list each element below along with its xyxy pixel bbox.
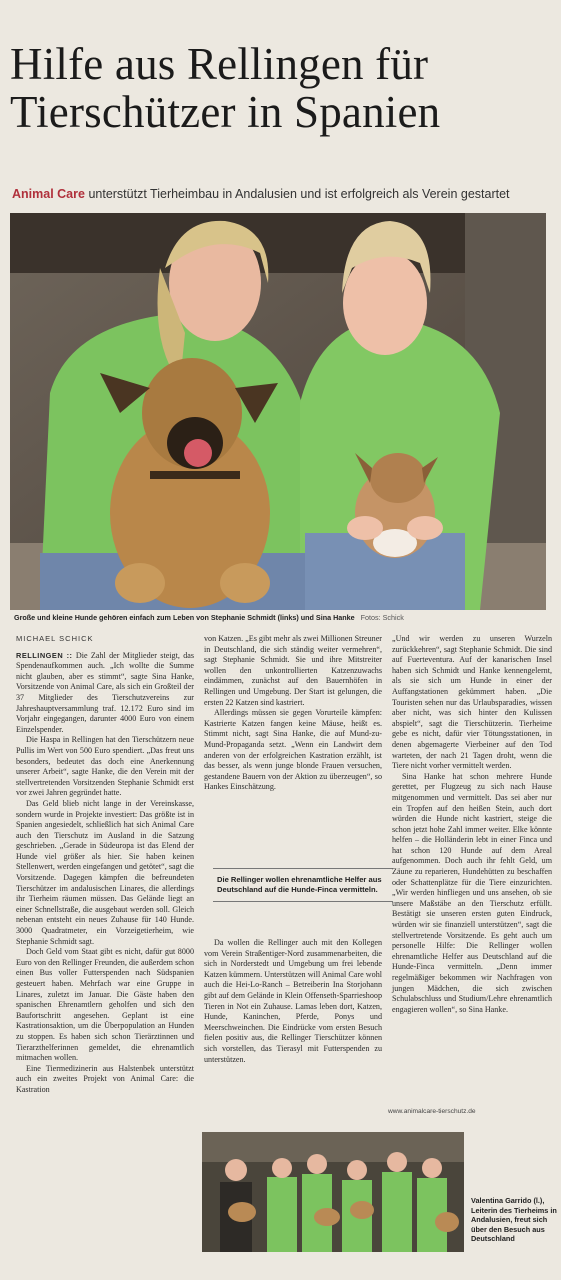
subheadline-brand: Animal Care (12, 187, 85, 201)
article-paragraph: von Katzen. „Es gibt mehr als zwei Millionen Streuner in Deutschland, die sich ständig weiter vermehren“, sagt Stephanie Schmidt. Sie und ihre Mitstreiter wollen den unkontrollierten Katzenzuwachs eindämmen, zunächst auf den Bauernhöfen in Rellingen und Umgebung. Der Start ist gelungen, die ersten 22 Katzen sind kastriert. (204, 634, 382, 707)
dateline-mark: :: (66, 650, 73, 660)
article-paragraph: Sina Hanke hat schon mehrere Hunde gerettet, per Flugzeug zu sich nach Hause mitgenommen und vermittelt. Das sei aber nur ein Tropfen auf den heißen Stein, auch dort würden die Hunde nicht kastriert, steige die schon jetzt hohe Zahl immer weiter. Elke könnte helfen – die Holländerin lebt in einer Finca und hat schon 120 Hunde auf dem Areal aufgenommen. Doch auch ihr fehlt Geld, um Zäune zu reparieren, Hundehütten zu beschaffen oder Schattenplätze für die Tiere einzurichten. „Wir werden hinfliegen und uns ansehen, ob sie unsere Maßstäbe an den Tierschutz erfüllt. Bestätigt sie unseren ersten guten Eindruck, würden wir sie finanziell unterstützen“, sagt die stellvertretende Vorsitzende. Es geht auch um personelle Hilfe: Die Rellinger wollen ehrenamtliche Helfer aus Deutschland auf die Hunde-Finca vermitteln. „Denn immer regelmäßiger bekommen wir Nachfragen von jungen Mädchen, die sich zwischen Schulabschluss und Studium/Lehre ehrenamtlich engagieren wollen“, so Sina Hanke. (392, 771, 552, 1014)
group-photo-caption: Valentina Garrido (l.), Leiterin des Tierheims in Andalusien, freut sich über den Besuch aus Deutschland (471, 1196, 557, 1243)
website-link[interactable]: www.animalcare-tierschutz.de (388, 1108, 476, 1115)
article-paragraph: Doch Geld vom Staat gibt es nicht, dafür gut 8000 Euro von den Rellinger Freunden, die außerdem schon einen Bus voller Futterspenden nach Südspanien gesteuert haben. Mehrfach war eine Gruppe in Linares, zuletzt im Januar. Die Gäste haben den spanischen Ehrenamtlern geholfen und sich den Baufortschritt angesehen. Geplant ist eine Kastrationsaktion, um die Überpopulation an Hunden zu stoppen. Es haben sich schon Tierärztinnen und Tierarzthelferinnen gemeldet, die ehrenamtlich mitmachen wollen. (16, 947, 194, 1063)
article-paragraph: Eine Tiermedizinerin aus Halstenbek unterstützt auch ein zweites Projekt von Animal Care: die Kastration (16, 1063, 194, 1094)
article-paragraph: Da wollen die Rellinger auch mit den Kollegen vom Verein Straßentiger-Nord zusammenarbeiten, die sich in Norderstedt und Umgebung um frei lebende Katzen kümmern. Unterstützen will Animal Care wohl auch die Hei-Lo-Ranch – Betreiberin Ina Storjohann gibt auf dem Gelände in Klein Offenseth-Sparrieshoop Tieren in Not ein Zuhause. Lamas leben dort, Katzen, Hunde, Kaninchen, Pferde, Ponys und Meerschweinchen. Die Eindrücke vom ersten Besuch fielen positiv aus, die Rellinger Tierschützer können sich vorstellen, das Tierasyl mit Futterspenden zu unterstützen. (204, 938, 382, 1064)
photo-caption (14, 613, 554, 622)
headline: Hilfe aus Rellingen für Tierschützer in Spanien (10, 39, 441, 137)
subheadline-text: unterstützt Tierheimbau in Andalusien und ist erfolgreich als Verein gestartet (88, 187, 510, 201)
article-paragraph (16, 651, 194, 736)
byline: MICHAEL SCHICK (16, 634, 94, 643)
article-column-2-top (204, 634, 382, 793)
article-column-1 (16, 634, 194, 1096)
subheadline (12, 187, 557, 202)
article-paragraph: Allerdings müssen sie gegen Vorurteile kämpfen: Kastrierte Katzen fangen keine Mäuse, heißt es. Stimmt nicht, sagt Sina Hanke, die auf Mund-zu-Mund-Propaganda setzt. „Wenn ein Landwirt dem anderen von der erfolgreichen Kastration erzählt, ist das besser, als wenn junge blonde Frauen versuchen, gestandene Bauern von der Aktion zu überzeugen“, so Hankes Einschätzung. (204, 708, 382, 792)
article-paragraph: Das Geld blieb nicht lange in der Vereinskasse, sondern wurde in Projekte investiert: Das größte ist in Spanien angesiedelt, schließlich hat sich Animal Care auch den Tierschutz im Ausland in die Satzung geschrieben. „Gerade in Südeuropa ist das Elend der Hunde viel größer als hier. Sie haben keinen Stellenwert, werden eingefangen und getötet“, sagt die Vorsitzende. Dagegen kämpfen die befreundeten Tierschützer im andalusischen Linares, die allerdings ihr Tierheim räumen müssen. Das Gelände liegt an einer Schnellstraße, die ausgebaut werden soll. Gleich nebenan entsteht ein neues Zuhause für 140 Hunde. 3000 Quadratmeter, ein Vorzeigetierheim, wie Stephanie Schmidt sagt. (16, 798, 194, 946)
main-photo-illustration (10, 213, 546, 610)
group-photo (202, 1132, 464, 1252)
article-paragraph: Die Haspa in Rellingen hat den Tierschützern neue Pullis im Wert von 500 Euro spendiert. „Das freut uns besonders, bedeutet das doch eine Anerkennung unserer Arbeit“, sagte Hanke, die den Verein mit der stellvertretenden Vorsitzenden Stephanie Schmidt erst vor zwei Jahren gegründet hatte. (16, 735, 194, 798)
group-photo-illustration (202, 1132, 464, 1252)
article-column-3 (392, 634, 552, 1015)
photo-caption-text: Große und kleine Hunde gehören einfach zum Leben von Stephanie Schmidt (links) und Sina Hanke (14, 613, 355, 622)
dateline: RELLINGEN (16, 650, 64, 660)
article-column-2-bottom (204, 938, 382, 1065)
main-photo (10, 213, 546, 610)
article-paragraph: „Und wir werden zu unseren Wurzeln zurückkehren“, sagt Stephanie Schmidt. Die sind auf Fuerteventura. Auf der kanarischen Insel haben sich Schmidt und Hanke kennengelernt, als sie sich um Hunde in einer der Auffangstationen gekümmert haben. „Die Touristen sehen nur das Urlaubsparadies, wissen aber nicht, was sich hinter den Kulissen abspielt“, sagt die Tierschützerin. Tierheime gebe es nicht, dafür vier Tötungsstationen, in denen abgemagerte Vierbeiner auf den Tod warteten, der nach 21 Tagen droht, wenn die Tiere nicht vorher vermittelt werden. (392, 634, 552, 771)
photo-credit: Fotos: Schick (360, 613, 404, 622)
pull-quote: Die Rellinger wollen ehrenamtliche Helfer aus Deutschland auf die Hunde-Finca vermitteln. (213, 868, 393, 902)
paragraph-text: Die Zahl der Mitglieder steigt, das Spendenaufkommen auch. „Ich wollte die Summe nicht glauben, aber es stimmt“, sagte Sina Hanke, Vorsitzende von Animal Care, als sich ein Großteil der 37 Mitglieder des Tierschutzvereins zur Jahreshauptversammlung traf. 12.172 Euro sind im Vorjahr eingegangen, darunter 4000 Euro von einem Einzelspender. (16, 650, 194, 734)
